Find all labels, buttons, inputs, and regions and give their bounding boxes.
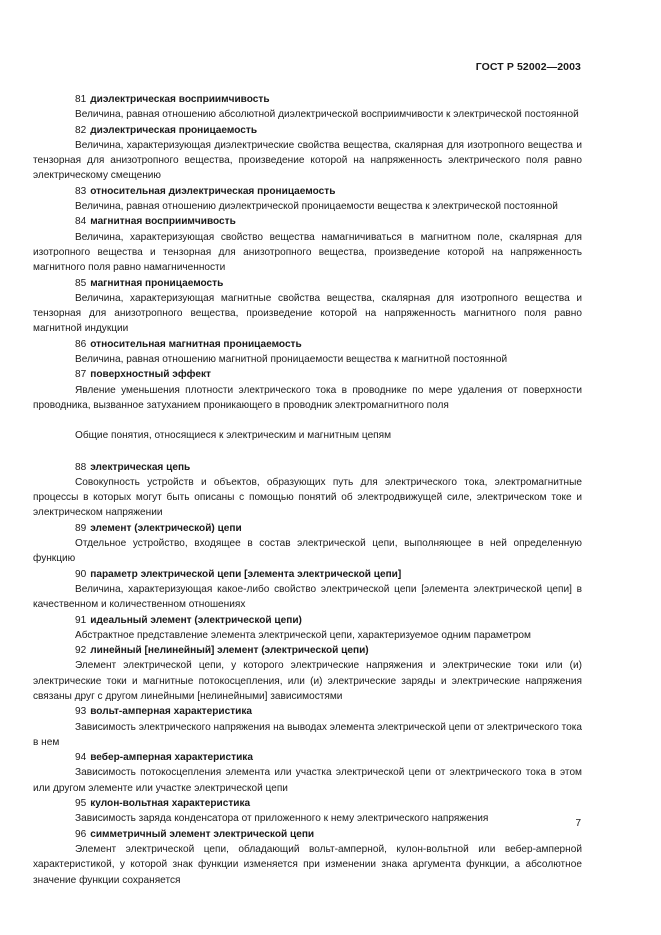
term-definition: Величина, равная отношению диэлектрической проницаемости вещества к электрической постоянной xyxy=(75,201,558,213)
section-title: Общие понятия, относящиеся к электрическим и магнитным цепям xyxy=(75,430,392,442)
term-name: симметричный элемент электрической цепи xyxy=(90,828,315,840)
term-heading xyxy=(33,567,582,582)
term-name: магнитная восприимчивость xyxy=(90,216,236,228)
term-definition: Зависимость электрического напряжения на выводах элемента электрической цепи от электрического тока в нем xyxy=(33,721,582,748)
term-number: 83 xyxy=(75,185,87,197)
term-definition: Элемент электрической цепи, обладающий вольт-амперной, кулон-вольтной или вебер-амперной характеристикой, у которой знак функции изменяется при изменении знака аргумента функции, а абсолютное значение функции сохраняется xyxy=(33,843,582,886)
term-list-circuits xyxy=(33,460,582,888)
term-number: 87 xyxy=(75,369,87,381)
term-heading xyxy=(33,750,582,765)
term-name: электрическая цепь xyxy=(90,461,191,473)
term-name: линейный [нелинейный] элемент (электрической цепи) xyxy=(90,645,369,657)
term-number: 86 xyxy=(75,338,87,350)
term-number: 84 xyxy=(75,216,87,228)
term-definition: Величина, характеризующая диэлектрические свойства вещества, скалярная для изотропного вещества и тензорная для анизотропного вещества, произведение которой на напряженность электрического поля равно электрическому смещению xyxy=(33,139,582,182)
term-name: диэлектрическая восприимчивость xyxy=(90,94,270,105)
term-number: 88 xyxy=(75,461,87,473)
standard-header: ГОСТ Р 52002—2003 xyxy=(475,61,581,73)
term-name: вебер-амперная характеристика xyxy=(90,752,253,764)
page-content xyxy=(33,92,582,888)
term-number: 95 xyxy=(75,798,87,810)
term-definition: Отдельное устройство, входящее в состав электрической цепи, выполняющее в ней определенную функцию xyxy=(33,538,582,565)
term-definition: Величина, характеризующая свойство вещества намагничиваться в магнитном поле, скалярная для изотропного вещества и тензорная для анизотропного вещества, произведение которой на напряженность магнитного поля равно намагниченности xyxy=(33,231,582,274)
term-heading xyxy=(33,214,582,229)
term-heading xyxy=(33,521,582,536)
term-heading xyxy=(33,613,582,628)
term-number: 82 xyxy=(75,124,87,136)
term-definition: Абстрактное представление элемента электрической цепи, характеризуемое одним параметром xyxy=(75,629,531,641)
term-name: кулон-вольтная характеристика xyxy=(90,798,251,810)
term-definition: Явление уменьшения плотности электрического тока в проводнике по мере удаления от поверхности проводника, вызванное затуханием проникающего в проводник электромагнитного поля xyxy=(33,384,582,411)
term-number: 96 xyxy=(75,828,87,840)
term-name: поверхностный эффект xyxy=(90,369,211,381)
term-heading xyxy=(33,276,582,291)
term-list-dielectric-magnetic xyxy=(33,92,582,413)
term-heading xyxy=(33,460,582,475)
term-heading xyxy=(33,796,582,811)
term-definition: Величина, характеризующая какое-либо свойство электрической цепи [элемента электрической цепи] в качественном и количественном отношениях xyxy=(33,583,582,611)
term-heading xyxy=(33,643,582,658)
term-definition: Величина, равная отношению абсолютной диэлектрической восприимчивости к электрической постоянной xyxy=(75,109,579,121)
term-definition: Совокупность устройств и объектов, образующих путь для электрического тока, электромагнитные процессы в которых могут быть описаны с помощью понятий об электродвижущей силе, электрическом токе и электрическом напряжении xyxy=(33,476,582,519)
term-name: элемент (электрической) цепи xyxy=(90,522,242,534)
term-definition: Зависимость заряда конденсатора от приложенного к нему электрического напряжения xyxy=(75,813,489,825)
term-definition: Величина, характеризующая магнитные свойства вещества, скалярная для изотропного вещества и тензорная для анизотропного вещества, произведение которой на напряженность магнитного поля равно магнитной индукции xyxy=(33,292,582,335)
term-number: 85 xyxy=(75,277,87,289)
term-definition: Элемент электрической цепи, у которого электрические напряжения и электрические токи или (и) электрические токи и магнитные потокосцепления, или (и) электрические заряды и электрические напряжения связаны друг с другом линейными [нелинейными] зависимостями xyxy=(33,660,582,702)
term-name: диэлектрическая проницаемость xyxy=(90,124,258,136)
page-number: 7 xyxy=(575,818,581,829)
term-definition: Величина, равная отношению магнитной проницаемости вещества к магнитной постоянной xyxy=(75,354,508,366)
term-number: 93 xyxy=(75,706,87,718)
term-number: 91 xyxy=(75,614,87,626)
term-heading xyxy=(33,123,582,138)
term-name: идеальный элемент (электрической цепи) xyxy=(90,614,302,626)
term-number: 89 xyxy=(75,522,87,534)
term-heading xyxy=(33,704,582,719)
term-heading xyxy=(33,92,582,107)
term-number: 92 xyxy=(75,645,87,657)
term-heading xyxy=(33,367,582,382)
term-name: магнитная проницаемость xyxy=(90,277,224,289)
term-name: параметр электрической цепи [элемента электрической цепи] xyxy=(90,568,402,580)
term-number: 94 xyxy=(75,752,87,764)
term-heading xyxy=(33,337,582,352)
term-heading xyxy=(33,184,582,199)
term-name: вольт-амперная характеристика xyxy=(90,706,253,718)
term-number: 90 xyxy=(75,568,87,580)
term-definition: Зависимость потокосцепления элемента или участка электрической цепи от электрического тока в этом или другом элементе или участке электрической цепи xyxy=(33,767,582,794)
term-number: 81 xyxy=(75,94,87,105)
term-heading xyxy=(33,827,582,842)
term-name: относительная магнитная проницаемость xyxy=(90,338,302,350)
term-name: относительная диэлектрическая проницаемость xyxy=(90,185,336,197)
